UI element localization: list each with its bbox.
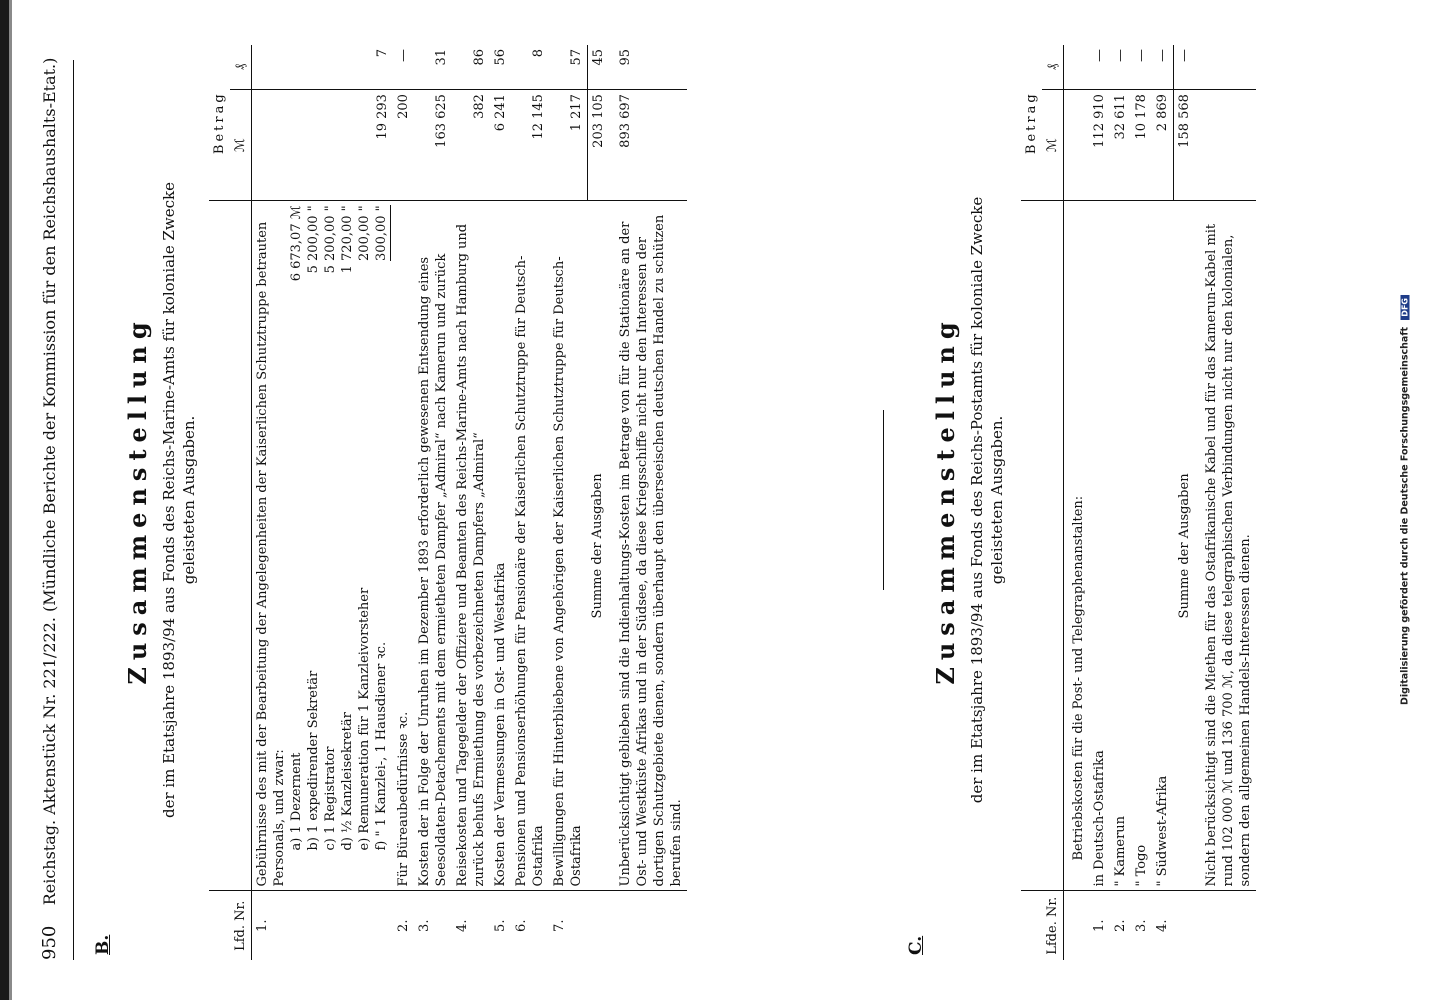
sum-pf: —: [1174, 45, 1196, 90]
row-desc: Reisekosten und Tagegelder der Offiziere und Beamten des Reichs-Marine-Amts nach Hamburg und zurück behufs Ermiethung des vorbezeichneten Dampfers „Admiral“: [452, 201, 490, 891]
sum-pf: 45: [587, 45, 609, 90]
header-title: Reichstag. Aktenstück Nr. 221/222. (Mündliche Berichte der Kommission für den Reichshaushalts-Etat.): [40, 57, 59, 906]
row-pf: —: [1092, 49, 1107, 62]
section-b-table: [209, 45, 687, 960]
section-divider: [883, 410, 884, 590]
row-nr: 2.: [1110, 891, 1131, 960]
subitem-text: [339, 205, 356, 886]
row-mark: 6 241: [490, 90, 511, 201]
sum-label: Summe der Ausgaben: [1174, 201, 1196, 891]
intro-mark-empty: [1064, 90, 1090, 201]
col-header-betrag: Betrag: [1024, 91, 1039, 155]
row-pf: 56: [493, 49, 508, 66]
subitem-amount: 6 673,07 ℳ: [289, 205, 304, 282]
subitem-list: [288, 205, 390, 886]
table-row: [1131, 45, 1152, 960]
row-nr: 2.: [393, 891, 414, 960]
row-desc: in Deutsch-Ostafrika: [1089, 201, 1110, 891]
row-mark: 200: [393, 90, 414, 201]
section-b-title: Zusammenstellung: [123, 315, 152, 685]
row-desc: Für Büreaubedürfnisse ꝛc.: [393, 201, 414, 891]
row-pf: —: [1155, 49, 1170, 62]
col-header-desc: [1021, 201, 1064, 891]
row-mark: 12 145: [511, 90, 549, 201]
note-nr-empty: [1195, 891, 1256, 960]
subitem-text: [356, 205, 373, 886]
scan-edge: [0, 0, 9, 1000]
row-desc: " Kamerun: [1110, 201, 1131, 891]
row-nr: 1.: [252, 891, 394, 960]
col-header-nr: Lfde. Nr.: [1021, 891, 1064, 960]
row-desc: " Togo: [1131, 201, 1152, 891]
section-b-subtitle-line1: der im Etatsjahre 1893/94 aus Fonds des Reichs-Marine-Amts für koloniale Zwecke: [160, 181, 178, 819]
row-mark: 32 611: [1110, 90, 1131, 201]
subitem-label: f) " 1 Kanzlei-, 1 Hausdiener ꝛc.: [374, 641, 389, 851]
row-desc: Bewilligungen für Hinterbliebene von Angehörigen der Kaiserlichen Schutztruppe für Deutsch-Ostafrika: [549, 201, 587, 891]
subitem-text: [373, 205, 390, 886]
table-row: [252, 45, 394, 960]
intro-pf-empty: [1064, 45, 1090, 90]
row-pf: —: [396, 49, 411, 62]
subitem-text: [288, 205, 305, 886]
subitem: [322, 205, 339, 886]
sum-mark: 158 568: [1174, 90, 1196, 201]
subitem-amount: 1 720,00 ": [340, 205, 355, 274]
table-row: [511, 45, 549, 960]
table-row: [549, 45, 587, 960]
note-mark: 893 697: [609, 90, 687, 201]
row-mark: 2 869: [1152, 90, 1174, 201]
subitem-amount: 300,00 ": [374, 205, 389, 261]
row-pf: 31: [434, 49, 449, 66]
row-pf: —: [1113, 49, 1128, 62]
col-header-mark: ℳ: [1042, 90, 1064, 201]
section-c-subtitle-line1: der im Etatsjahre 1893/94 aus Fonds des Reichs-Postamts für koloniale Zwecke: [968, 196, 986, 804]
note-text: Nicht berücksichtigt sind die Miethen für das Ostafrikanische Kabel und für das Kamerun-Kabel mit rund 102 000 ℳ und 136 700 ℳ, da diese telegraphischen Verbindungen nicht nur den kolonialen, sondern den allgemeinen Handels-Interessen dienen.: [1195, 201, 1256, 891]
table-row: [1089, 45, 1110, 960]
subitem-text: [322, 205, 339, 886]
page-number: 950: [39, 925, 60, 960]
subitem: [339, 205, 356, 886]
row-pf: 7: [375, 49, 390, 58]
note-pf-empty: [1195, 45, 1256, 90]
row-desc: Kosten der Vermessungen in Ost- und Westafrika: [490, 201, 511, 891]
subitem-amount: 5 200,00 ": [323, 205, 338, 274]
subitem-amount: 5 200,00 ": [306, 205, 321, 274]
col-header-pf: ₰: [230, 45, 252, 90]
table-row: [490, 45, 511, 960]
subitem-label: a) 1 Dezernent: [289, 752, 304, 851]
row-pf: 57: [568, 49, 584, 66]
subitem: [288, 205, 305, 886]
subitem-label: b) 1 expedirender Sekretär: [306, 670, 321, 851]
row-desc: " Südwest-Afrika: [1152, 201, 1174, 891]
section-b-subtitle: [159, 30, 199, 970]
section-c-table: [1021, 45, 1256, 960]
row-mark: 112 910: [1089, 90, 1110, 201]
sum-label: Summe der Ausgaben: [587, 201, 609, 891]
table-row: [1152, 45, 1174, 960]
row-mark: 10 178: [1131, 90, 1152, 201]
scan-edge-shadow: [9, 0, 12, 1000]
section-c-subtitle-line2: geleisteten Ausgaben.: [988, 415, 1006, 585]
row-desc-cell: [252, 201, 394, 891]
col-header-desc: [209, 201, 252, 891]
digitization-credit: [1400, 295, 1411, 705]
section-b-letter: B.: [93, 934, 113, 955]
row-desc: Pensionen und Pensionserhöhungen für Pensionäre der Kaiserlichen Schutztruppe für Deutsch-Ostafrika: [511, 201, 549, 891]
sum-nr-empty: [587, 891, 609, 960]
subitem: [373, 205, 390, 886]
subitem-label: d) ½ Kanzleisekretär: [340, 712, 355, 851]
note-text: Unberücksichtigt geblieben sind die Indienhaltungs-Kosten im Betrage von für die Stationäre an der Ost- und Westküste Afrikas und in der Südsee, da diese Kriegsschiffe nicht nur den Interessen der dortigen Schutzgebiete dienen, sondern überhaupt den überseeischen deutschen Handel zu schützen berufen sind.: [609, 201, 687, 891]
row-mark: 19 293: [252, 90, 394, 201]
intro-row: [1064, 45, 1090, 960]
header-rule: [73, 60, 74, 960]
intro-nr-empty: [1064, 891, 1090, 960]
row-nr: 5.: [490, 891, 511, 960]
note-pf: 95: [617, 49, 633, 66]
subitem-amount: 200,00 ": [357, 205, 372, 261]
row-mark: 163 625: [414, 90, 452, 201]
section-c-subtitle: [967, 30, 1007, 970]
row-nr: 7.: [549, 891, 587, 960]
col-header-pf: ₰: [1042, 45, 1064, 90]
col-header-betrag: Betrag: [212, 91, 227, 155]
row-nr: 3.: [1131, 891, 1152, 960]
note-mark-empty: [1195, 90, 1256, 201]
row-nr: 4.: [452, 891, 490, 960]
table-row: [414, 45, 452, 960]
row-mark: 1 217: [549, 90, 587, 201]
note-row: [609, 45, 687, 960]
row-pf: —: [1134, 49, 1149, 62]
col-header-nr: Lfd. Nr.: [209, 891, 252, 960]
sum-nr-empty: [1174, 891, 1196, 960]
row-nr: 1.: [1089, 891, 1110, 960]
row-mark: 382: [452, 90, 490, 201]
note-row: [1195, 45, 1256, 960]
table-row: [1110, 45, 1131, 960]
section-b-subtitle-line2: geleisteten Ausgaben.: [180, 415, 198, 585]
row-nr: 3.: [414, 891, 452, 960]
document-page: [31, 30, 1401, 970]
section-c-title: Zusammenstellung: [931, 315, 960, 685]
row-nr: 4.: [1152, 891, 1174, 960]
subitem: [356, 205, 373, 886]
intro-text: Betriebskosten für die Post- und Telegraphenanstalten:: [1064, 201, 1090, 891]
page-header: [39, 40, 60, 960]
dfg-logo: DFG: [1401, 295, 1410, 320]
subitem-label: c) 1 Registrator: [323, 746, 338, 851]
section-c-letter: C.: [906, 935, 926, 955]
note-nr-empty: [609, 891, 687, 960]
row-pf: 86: [472, 49, 487, 66]
subitem: [305, 205, 322, 886]
col-header-mark: ℳ: [230, 90, 252, 201]
row-nr: 6.: [511, 891, 549, 960]
row-desc: Gebührnisse des mit der Bearbeitung der Angelegenheiten der Kaiserlichen Schutztruppe betrauten Personals, und zwar:: [255, 221, 287, 887]
table-row: [452, 45, 490, 960]
sum-row: [587, 45, 609, 960]
sum-row: [1174, 45, 1196, 960]
subitem-text: [305, 205, 322, 886]
table-row: [393, 45, 414, 960]
row-pf: 8: [531, 49, 546, 58]
credit-text: Digitalisierung gefördert durch die Deutsche Forschungsgemeinschaft: [1399, 327, 1411, 705]
sum-mark: 203 105: [587, 90, 609, 201]
row-desc: Kosten der in Folge der Unruhen im Dezember 1893 erforderlich gewesenen Entsendung eines Seesoldaten-Detachements mit dem ermietheten Dampfer „Admiral“ nach Kamerun und zurück: [414, 201, 452, 891]
subitem-label: e) Remuneration für 1 Kanzleivorsteher: [357, 587, 372, 851]
